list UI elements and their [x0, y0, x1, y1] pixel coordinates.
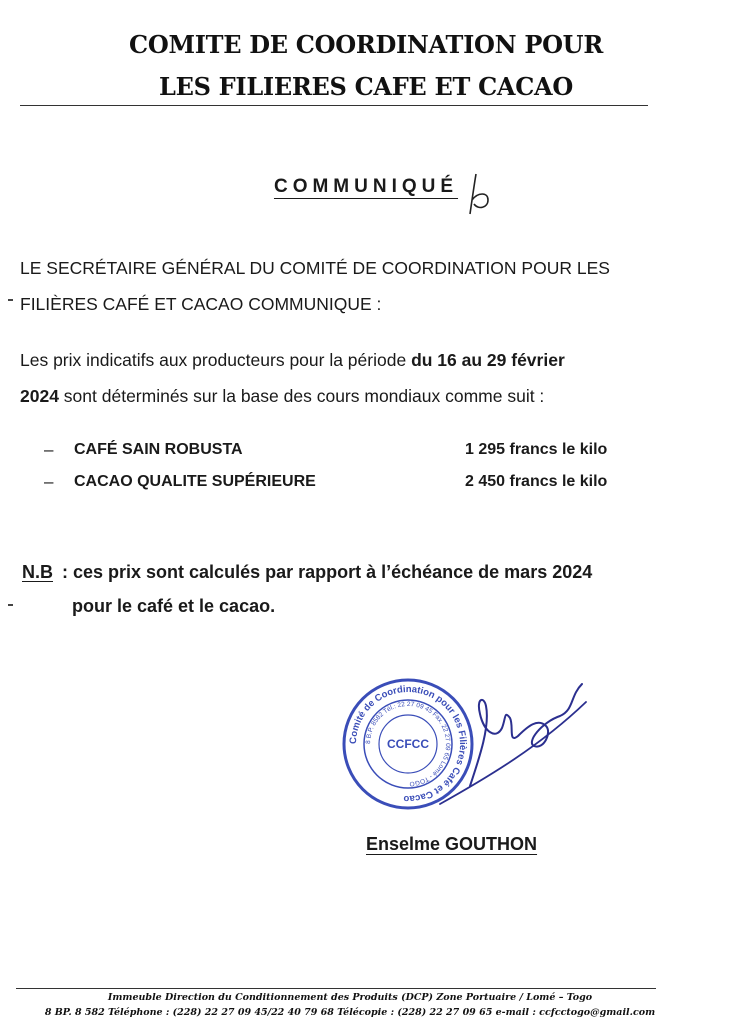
signer-name: Enselme GOUTHON: [366, 834, 538, 854]
stamp-ring-text: Comité de Coordination pour les Filières Café et Cacao: [347, 683, 469, 805]
paragraph-line2-text: sont déterminés sur la base des cours mondiaux comme suit :: [58, 386, 545, 406]
footer-contact: 8 BP. 8 582 Téléphone : (228) 22 27 09 45/22 40 79 68 Télécopie : (228) 22 27 09 65 e-mail : ccfcctogo@gmail.com: [44, 1007, 656, 1018]
paragraph-period: du 16 au 29 février: [411, 350, 565, 370]
paragraph-line2: [20, 386, 544, 407]
header-title-line1: COMITE DE COORDINATION POUR: [129, 30, 603, 59]
paragraph-line1-text: Les prix indicatifs aux producteurs pour la période: [20, 350, 412, 370]
note-line1: : ces prix sont calculés par rapport à l’échéance de mars 2024: [62, 562, 593, 582]
price-item-dash: –: [44, 472, 54, 491]
communique-title: COMMUNIQUÉ: [273, 176, 459, 197]
header-divider: [20, 105, 648, 106]
scan-speck: [8, 299, 13, 301]
paragraph-year: 2024: [20, 386, 59, 406]
price-item-value: 2 450 francs le kilo: [465, 473, 608, 490]
intro-line1: LE SECRÉTAIRE GÉNÉRAL DU COMITÉ DE COORDINATION POUR LES: [20, 258, 610, 278]
price-item-value: 1 295 francs le kilo: [465, 441, 608, 458]
paragraph-line1: [20, 350, 565, 371]
footer-address: Immeuble Direction du Conditionnement des Produits (DCP) Zone Portuaire / Lomé – Togo: [107, 992, 593, 1003]
handwritten-initials-icon: [466, 170, 498, 218]
footer-divider: [16, 988, 656, 989]
signature-icon: [410, 666, 610, 806]
scan-speck: [8, 604, 13, 606]
price-item-product: CACAO QUALITE SUPÉRIEURE: [74, 473, 316, 490]
intro-line2: FILIÈRES CAFÉ ET CACAO COMMUNIQUE :: [20, 294, 382, 314]
note-label: N.B: [22, 562, 53, 582]
header-title-line2: LES FILIERES CAFE ET CACAO: [159, 72, 573, 101]
stamp-inner-ring-text: 8 B.P. 8582 Tél.: 22 27 09 45 Fax. 22 27 09 65 Lomé - TOGO: [364, 700, 452, 788]
price-item-product: CAFÉ SAIN ROBUSTA: [74, 441, 243, 458]
price-item-dash: –: [44, 440, 54, 459]
note-line2: pour le café et le cacao.: [72, 596, 276, 616]
stamp-center-text: CCFCC: [387, 737, 429, 751]
